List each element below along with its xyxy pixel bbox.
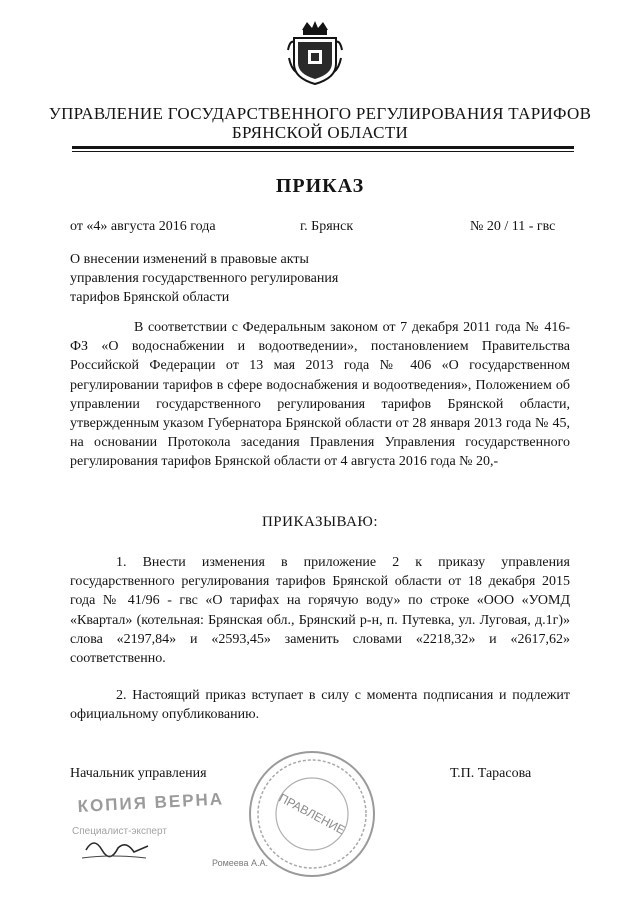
signature-underline (82, 856, 146, 858)
order-item-2 (70, 686, 570, 724)
seal-center-text: ПРАВЛЕНИЕ (276, 790, 348, 838)
signatory-name: Т.П. Тарасова (450, 766, 532, 781)
directive-heading: ПРИКАЗЫВАЮ: (261, 514, 379, 530)
copy-stamp-note: Специалист-эксперт (72, 826, 167, 837)
document-city: г. Брянск (300, 219, 354, 234)
coat-of-arms-emblem (286, 20, 344, 86)
copy-stamp-name: Ромеева А.А. (212, 858, 269, 868)
handwritten-signature (86, 843, 148, 857)
copy-stamp-title: КОПИЯ ВЕРНА (77, 789, 225, 816)
header-rule-thin (72, 151, 574, 152)
org-name-line-1: УПРАВЛЕНИЕ ГОСУДАРСТВЕННОГО РЕГУЛИРОВАНИЯ ТАРИФОВ (48, 104, 592, 123)
header-rule-thick (72, 146, 574, 149)
certified-copy-stamp (64, 788, 284, 878)
document-number: № 20 / 11 - гвс (470, 219, 556, 234)
preamble-paragraph (70, 318, 570, 472)
order-item-1-text: 1. Внести изменения в приложение 2 к приказу управления государственного регулирования тарифов Брянской области от 18 декабря 2015 года № 41/96 - гвс «О тарифах на горячую воду» по строке «ООО «УОМД «Квартал» (котельная: Брянская обл., Брянский р-н, п. Путевка, ул. Луговая, д.1г)» слова «2197,84» и «2593,45» заменить словами «2218,32» и «2617,62» соответственно. (70, 555, 570, 667)
signatory-position: Начальник управления (70, 766, 207, 781)
subject-line-3: тарифов Брянской области (70, 290, 230, 305)
subject-line-2: управления государственного регулирования (70, 271, 339, 286)
subject-line-1: О внесении изменений в правовые акты (70, 252, 309, 267)
document-date: от «4» августа 2016 года (70, 219, 216, 234)
org-name-line-2: БРЯНСКОЙ ОБЛАСТИ (231, 123, 409, 142)
preamble-text: В соответствии с Федеральным законом от 7 декабря 2011 года № 416-ФЗ «О водоснабжении и водоотведении», постановлением Правительства Российской Федерации от 13 мая 2013 года № 406 «О государственном регулировании тарифов в сфере водоснабжения и водоотведения», Положением об управлении государственного регулирования тарифов Брянской области, утвержденным указом Губернатора Брянской области от 28 января 2013 года № 45, на основании Протокола заседания Правления Управления государственного регулирования тарифов Брянской области от 4 августа 2016 года № 20,- (70, 320, 570, 470)
order-item-2-text: 2. Настоящий приказ вступает в силу с момента подписания и подлежит официальному опубликованию. (70, 688, 570, 723)
order-item-1 (70, 553, 570, 668)
document-type-title: ПРИКАЗ (275, 175, 365, 197)
